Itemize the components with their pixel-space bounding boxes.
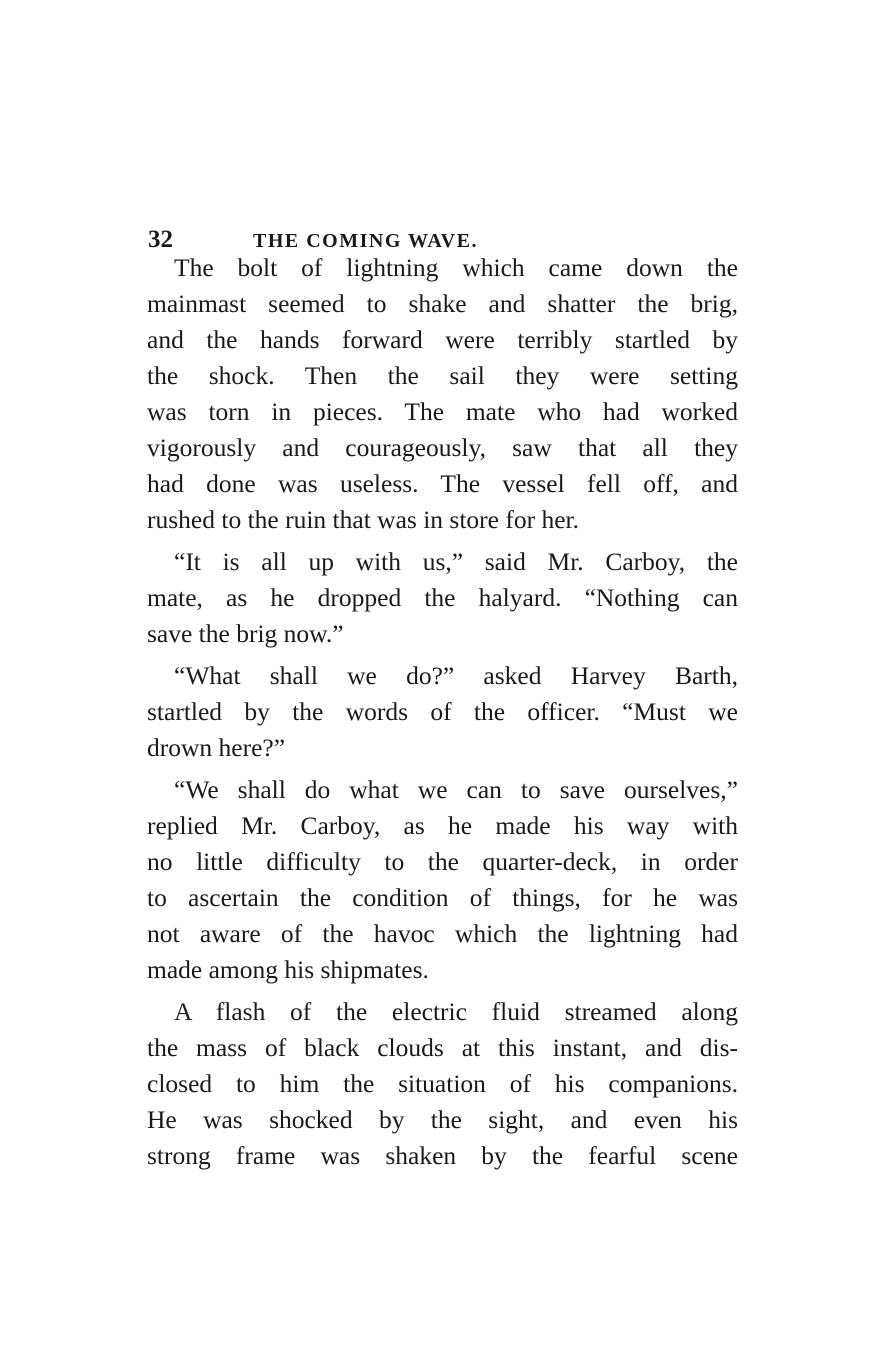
text-line: made among his shipmates. (147, 955, 429, 984)
text-line: He was shocked by the sight, and even his (147, 1105, 738, 1134)
text-line: and the hands forward were terribly startled by (147, 325, 738, 354)
text-line: replied Mr. Carboy, as he made his way with (147, 811, 738, 840)
text-line: to ascertain the condition of things, for he was (147, 883, 738, 912)
text-line: closed to him the situation of his companions. (147, 1069, 738, 1098)
text-line: A flash of the electric fluid streamed along (174, 997, 738, 1026)
running-title: THE COMING WAVE. (253, 230, 478, 252)
text-line: vigorously and courageously, saw that all they (147, 433, 738, 462)
text-line: save the brig now.” (147, 619, 344, 648)
text-line: startled by the words of the officer. “Must we (147, 697, 738, 726)
text-line: rushed to the ruin that was in store for her. (147, 505, 579, 534)
text-line: strong frame was shaken by the fearful scene (147, 1141, 738, 1170)
text-line: was torn in pieces. The mate who had worked (147, 397, 738, 426)
text-line: “It is all up with us,” said Mr. Carboy, the (174, 547, 738, 576)
text-line: “What shall we do?” asked Harvey Barth, (174, 661, 738, 690)
text-line: mainmast seemed to shake and shatter the brig, (147, 289, 738, 318)
text-line: not aware of the havoc which the lightning had (147, 919, 738, 948)
text-line: the shock. Then the sail they were setting (147, 361, 738, 390)
text-line: had done was useless. The vessel fell off, and (147, 469, 738, 498)
text-line: mate, as he dropped the halyard. “Nothing can (147, 583, 738, 612)
text-line: “We shall do what we can to save ourselves,” (174, 775, 738, 804)
text-line: The bolt of lightning which came down the (174, 253, 738, 282)
text-line: the mass of black clouds at this instant, and dis- (147, 1033, 738, 1062)
text-line: no little difficulty to the quarter-deck, in order (147, 847, 738, 876)
page-number: 32 (148, 226, 173, 253)
text-line: drown here?” (147, 733, 286, 762)
